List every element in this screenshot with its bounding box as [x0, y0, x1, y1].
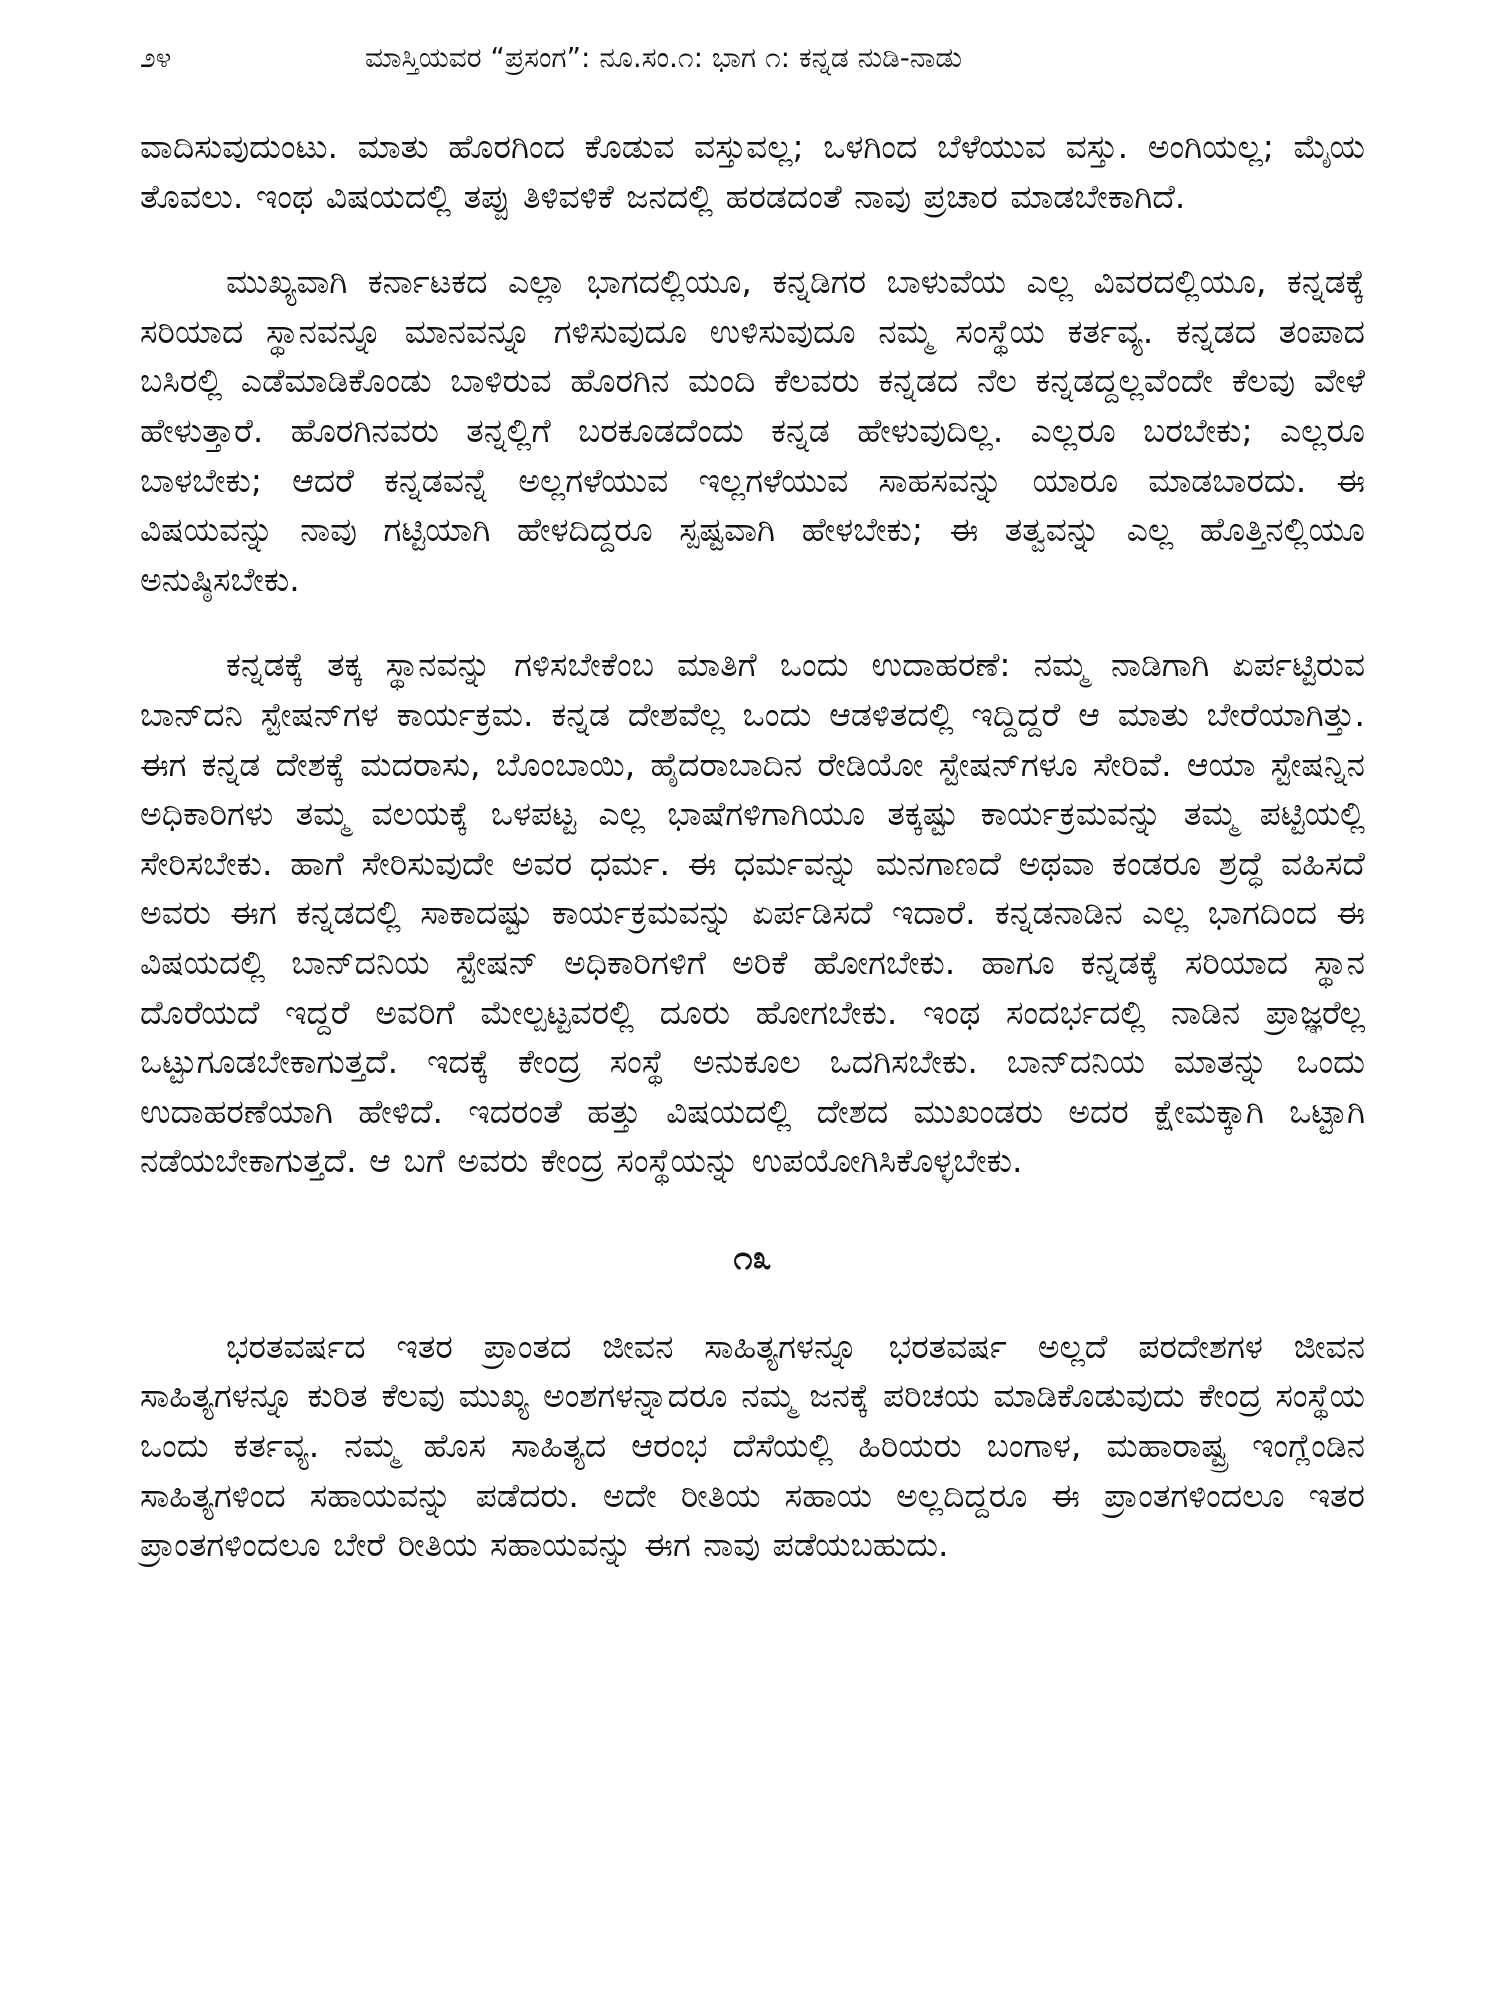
- running-title: ಮಾಸ್ತಿಯವರ “ಪ್ರಸಂಗ”: ನೂ.ಸಂ.೧: ಭಾಗ ೧: ಕನ್ನಡ ನುಡಿ-ನಾಡು: [365, 41, 963, 74]
- paragraph: ಮುಖ್ಯವಾಗಿ ಕರ್ನಾಟಕದ ಎಲ್ಲಾ ಭಾಗದಲ್ಲಿಯೂ, ಕನ್ನಡಿಗರ ಬಾಳುವೆಯ ಎಲ್ಲ ವಿವರದಲ್ಲಿಯೂ, ಕನ್ನಡಕ್ಕೆ ಸರಿಯಾದ ಸ್ಥಾನವನ್ನೂ ಮಾನವನ್ನೂ ಗಳಿಸುವುದೂ ಉಳಿಸುವುದೂ ನಮ್ಮ ಸಂಸ್ಥೆಯ ಕರ್ತವ್ಯ. ಕನ್ನಡದ ತಂಪಾದ ಬಸಿರಲ್ಲಿ ಎಡೆಮಾಡಿಕೊಂಡು ಬಾಳಿರುವ ಹೊರಗಿನ ಮಂದಿ ಕೆಲವರು ಕನ್ನಡದ ನೆಲ ಕನ್ನಡದ್ದಲ್ಲವೆಂದೇ ಕೆಲವು ವೇಳೆ ಹೇಳುತ್ತಾರೆ. ಹೊರಗಿನವರು ತನ್ನಲ್ಲಿಗೆ ಬರಕೂಡದೆಂದು ಕನ್ನಡ ಹೇಳುವುದಿಲ್ಲ. ಎಲ್ಲರೂ ಬರಬೇಕು; ಎಲ್ಲರೂ ಬಾಳಬೇಕು; ಆದರೆ ಕನ್ನಡವನ್ನೆ ಅಲ್ಲಗಳೆಯುವ ಇಲ್ಲಗಳೆಯುವ ಸಾಹಸವನ್ನು ಯಾರೂ ಮಾಡಬಾರದು. ಈ ವಿಷಯವನ್ನು ನಾವು ಗಟ್ಟಿಯಾಗಿ ಹೇಳದಿದ್ದರೂ ಸ್ಪಷ್ಟವಾಗಿ ಹೇಳಬೇಕು; ಈ ತತ್ವವನ್ನು ಎಲ್ಲ ಹೊತ್ತಿನಲ್ಲಿಯೂ ಅನುಷ್ಠಿಸಬೇಕು.: [140, 262, 1365, 599]
- page-header: [140, 38, 1365, 78]
- paragraph: ವಾದಿಸುವುದುಂಟು. ಮಾತು ಹೊರಗಿಂದ ಕೊಡುವ ವಸ್ತುವಲ್ಲ; ಒಳಗಿಂದ ಬೆಳೆಯುವ ವಸ್ತು. ಅಂಗಿಯಲ್ಲ; ಮೈಯ ತೊವಲು. ಇಂಥ ವಿಷಯದಲ್ಲಿ ತಪ್ಪು ತಿಳಿವಳಿಕೆ ಜನದಲ್ಲಿ ಹರಡದಂತೆ ನಾವು ಪ್ರಚಾರ ಮಾಡಬೇಕಾಗಿದೆ.: [140, 127, 1365, 216]
- section-number: ೧೩: [733, 1237, 772, 1278]
- page-body: [140, 122, 1365, 1570]
- page-number: ೨೪: [140, 41, 172, 74]
- paragraph: ಕನ್ನಡಕ್ಕೆ ತಕ್ಕ ಸ್ಥಾನವನ್ನು ಗಳಿಸಬೇಕೆಂಬ ಮಾತಿಗೆ ಒಂದು ಉದಾಹರಣೆ: ನಮ್ಮ ನಾಡಿಗಾಗಿ ಏರ್ಪಟ್ಟಿರುವ ಬಾನ್‌ದನಿ ಸ್ಟೇಷನ್‌ಗಳ ಕಾರ್ಯಕ್ರಮ. ಕನ್ನಡ ದೇಶವೆಲ್ಲ ಒಂದು ಆಡಳಿತದಲ್ಲಿ ಇದ್ದಿದ್ದರೆ ಆ ಮಾತು ಬೇರೆಯಾಗಿತ್ತು. ಈಗ ಕನ್ನಡ ದೇಶಕ್ಕೆ ಮದರಾಸು, ಬೊಂಬಾಯಿ, ಹೈದರಾಬಾದಿನ ರೇಡಿಯೋ ಸ್ಟೇಷನ್‌ಗಳೂ ಸೇರಿವೆ. ಆಯಾ ಸ್ಟೇಷನ್ನಿನ ಅಧಿಕಾರಿಗಳು ತಮ್ಮ ವಲಯಕ್ಕೆ ಒಳಪಟ್ಟ ಎಲ್ಲ ಭಾಷೆಗಳಿಗಾಗಿಯೂ ತಕ್ಕಷ್ಟು ಕಾರ್ಯಕ್ರಮವನ್ನು ತಮ್ಮ ಪಟ್ಟಿಯಲ್ಲಿ ಸೇರಿಸಬೇಕು. ಹಾಗೆ ಸೇರಿಸುವುದೇ ಅವರ ಧರ್ಮ. ಈ ಧರ್ಮವನ್ನು ಮನಗಾಣದೆ ಅಥವಾ ಕಂಡರೂ ಶ್ರದ್ಧೆ ವಹಿಸದೆ ಅವರು ಈಗ ಕನ್ನಡದಲ್ಲಿ ಸಾಕಾದಷ್ಟು ಕಾರ್ಯಕ್ರಮವನ್ನು ಏರ್ಪಡಿಸದೆ ಇದಾರೆ. ಕನ್ನಡನಾಡಿನ ಎಲ್ಲ ಭಾಗದಿಂದ ಈ ವಿಷಯದಲ್ಲಿ ಬಾನ್‌ದನಿಯ ಸ್ಟೇಷನ್ ಅಧಿಕಾರಿಗಳಿಗೆ ಅರಿಕೆ ಹೋಗಬೇಕು. ಹಾಗೂ ಕನ್ನಡಕ್ಕೆ ಸರಿಯಾದ ಸ್ಥಾನ ದೊರೆಯದೆ ಇದ್ದರೆ ಅವರಿಗೆ ಮೇಲ್ಪಟ್ಟವರಲ್ಲಿ ದೂರು ಹೋಗಬೇಕು. ಇಂಥ ಸಂದರ್ಭದಲ್ಲಿ ನಾಡಿನ ಪ್ರಾಜ್ಞರೆಲ್ಲ ಒಟ್ಟುಗೂಡಬೇಕಾಗುತ್ತದೆ. ಇದಕ್ಕೆ ಕೇಂದ್ರ ಸಂಸ್ಥೆ ಅನುಕೂಲ ಒದಗಿಸಬೇಕು. ಬಾನ್‌ದನಿಯ ಮಾತನ್ನು ಒಂದು ಉದಾಹರಣೆಯಾಗಿ ಹೇಳಿದೆ. ಇದರಂತೆ ಹತ್ತು ವಿಷಯದಲ್ಲಿ ದೇಶದ ಮುಖಂಡರು ಅದರ ಕ್ಷೇಮಕ್ಕಾಗಿ ಒಟ್ಟಾಗಿ ನಡೆಯಬೇಕಾಗುತ್ತದೆ. ಆ ಬಗೆ ಅವರು ಕೇಂದ್ರ ಸಂಸ್ಥೆಯನ್ನು ಉಪಯೋಗಿಸಿಕೊಳ್ಳಬೇಕು.: [140, 645, 1365, 1181]
- paragraph: ಭರತವರ್ಷದ ಇತರ ಪ್ರಾಂತದ ಜೀವನ ಸಾಹಿತ್ಯಗಳನ್ನೂ ಭರತವರ್ಷ ಅಲ್ಲದೆ ಪರದೇಶಗಳ ಜೀವನ ಸಾಹಿತ್ಯಗಳನ್ನೂ ಕುರಿತ ಕೆಲವು ಮುಖ್ಯ ಅಂಶಗಳನ್ನಾದರೂ ನಮ್ಮ ಜನಕ್ಕೆ ಪರಿಚಯ ಮಾಡಿಕೊಡುವುದು ಕೇಂದ್ರ ಸಂಸ್ಥೆಯ ಒಂದು ಕರ್ತವ್ಯ. ನಮ್ಮ ಹೊಸ ಸಾಹಿತ್ಯದ ಆರಂಭ ದೆಸೆಯಲ್ಲಿ ಹಿರಿಯರು ಬಂಗಾಳ, ಮಹಾರಾಷ್ಟ್ರ ಇಂಗ್ಲೆಂಡಿನ ಸಾಹಿತ್ಯಗಳಿಂದ ಸಹಾಯವನ್ನು ಪಡೆದರು. ಅದೇ ರೀತಿಯ ಸಹಾಯ ಅಲ್ಲದಿದ್ದರೂ ಈ ಪ್ರಾಂತಗಳಿಂದಲೂ ಇತರ ಪ್ರಾಂತಗಳಿಂದಲೂ ಬೇರೆ ರೀತಿಯ ಸಹಾಯವನ್ನು ಈಗ ನಾವು ಪಡೆಯಬಹುದು.: [140, 1326, 1365, 1565]
